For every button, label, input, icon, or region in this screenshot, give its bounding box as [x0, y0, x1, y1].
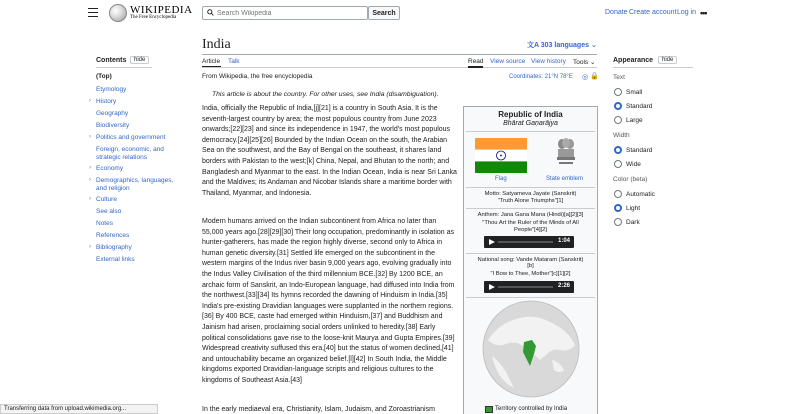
play-icon[interactable] [489, 239, 495, 245]
radio-label[interactable]: Large [626, 117, 643, 124]
paragraph-3: In the early mediaeval era, Christianity, Islam, Judaism, and Zoroastrianism [202, 406, 435, 413]
appearance-title: Appearance [613, 57, 654, 64]
anthem-translation: "Thou Art the Ruler of the Minds of All People"[4][2] [482, 220, 579, 233]
radio-text-standard[interactable] [614, 102, 622, 110]
state-emblem-image[interactable] [555, 136, 577, 172]
create-account-link[interactable]: Create account [629, 9, 677, 16]
flag-caption[interactable]: Flag [495, 176, 507, 182]
browser-status-bar: Transferring data from upload.wikimedia.org... [0, 404, 158, 414]
chevron-right-icon[interactable]: › [89, 196, 91, 202]
radio-label[interactable]: Standard [626, 103, 653, 110]
radio-label[interactable]: Dark [626, 219, 640, 226]
radio-width-wide[interactable] [614, 160, 622, 168]
tab-article[interactable]: Article [202, 58, 221, 65]
radio-width-standard[interactable] [614, 146, 622, 154]
toc-item-bibliography[interactable]: Bibliography [96, 244, 132, 251]
toc-item-etymology[interactable]: Etymology [96, 86, 127, 93]
title-divider [202, 54, 597, 55]
infobox-divider [466, 297, 595, 298]
search-input[interactable] [217, 7, 365, 19]
flag-of-india-image[interactable] [475, 138, 527, 173]
toc-item-politics[interactable]: Politics and government [96, 134, 166, 141]
toc-item-top[interactable]: (Top) [96, 73, 112, 80]
infobox-divider [466, 131, 595, 132]
audio-progress-bar[interactable] [498, 241, 553, 243]
radio-color-automatic[interactable] [614, 190, 622, 198]
radio-label[interactable]: Automatic [626, 191, 655, 198]
toc-item-notes[interactable]: Notes [96, 220, 113, 227]
text-size-label: Text [613, 74, 625, 81]
tab-read[interactable]: Read [468, 58, 484, 65]
chevron-right-icon[interactable]: › [89, 134, 91, 140]
toc-item-history[interactable]: History [96, 98, 117, 105]
tab-view-history[interactable]: View history [531, 58, 566, 65]
chevron-right-icon[interactable]: › [89, 244, 91, 250]
radio-color-dark[interactable] [614, 218, 622, 226]
page-title: India [202, 37, 231, 52]
anthem: Anthem: Jana Gana Mana (Hindi)[a][2][3] [477, 212, 584, 218]
chevron-right-icon[interactable]: › [89, 98, 91, 104]
audio-duration: 2:26 [557, 283, 570, 289]
toc-item-foreign-relations[interactable]: Foreign, economic, and strategic relations [96, 146, 164, 161]
toc-item-biodiversity[interactable]: Biodiversity [96, 122, 130, 129]
toc-divider [96, 67, 152, 68]
motto-translation: "Truth Alone Triumphs"[1] [497, 198, 564, 204]
toc-item-economy[interactable]: Economy [96, 165, 124, 172]
audio-progress-bar[interactable] [498, 286, 553, 288]
tools-label: Tools [573, 59, 589, 66]
login-link[interactable]: Log in [677, 9, 697, 16]
tools-menu[interactable]: Tools ⌄ [573, 59, 596, 66]
width-label: Width [613, 132, 630, 139]
legend-label: Territory controlled by India [495, 406, 568, 412]
logo-tagline: The Free Encyclopedia [130, 15, 177, 20]
paragraph-2: Modern humans arrived on the Indian subcontinent from Africa no later than 55,000 years ago.[28][29][30] Their long occupation, predominantly in isolation as hunter-gatherers, has made the region highly diverse, second only to Africa in human genetic diversity.[31] Settled life emerged on the subcontinent in the western margins of the Indus river basin 9,000 years ago, evolving gradually into the Indus Valley Civilisation of the third millennium BCE.[32] By 1200 BCE, an archaic form of Sanskrit, an Indo-European language, had diffused into India from the northwest.[33][34] Its hymns recorded the dawning of Hinduism in India.[35] India's pre-existing Dravidian languages were supplanted in the northern regions.[36] By 400 BCE, caste had emerged within Hinduism,[37] and Buddhism and Jainism had arisen, proclaiming social orders unlinked to heredity.[38] Early political consolidations gave rise to the loose-knit Maurya and Gupta Empires.[39] Widespread creativity suffused this era,[40] but the status of women declined,[41] and untouchability became an organized belief.[l][42] In South India, the Middle kingdoms exported Dravidian-language scripts and religious cultures to the kingdoms of Southeast Asia.[43] [202, 218, 455, 384]
toc-item-culture[interactable]: Culture [96, 196, 117, 203]
active-view-indicator [468, 66, 483, 68]
lock-icon[interactable]: 🔒 [590, 73, 599, 80]
chevron-right-icon[interactable]: › [89, 165, 91, 171]
paragraph-1: India, officially the Republic of India,[j][21] is a country in South Asia. It is the seventh-largest country by area; the most populous country from June 2023 onwards;[22][23] and since its independence in 1947, the world's most populous democracy.[24][25][26] Bounded by the Indian Ocean on the south, the Arabian Sea on the southwest, and the Bay of Bengal on the southeast, it shares land borders with Pakistan to the west;[k] China, Nepal, and Bhutan to the north; and Bangladesh and Myanmar to the east. In the Indian Ocean, India is near Sri Lanka and the Maldives; its Andaman and Nicobar Islands share a maritime border with Thailand, Myanmar, and Indonesia. [202, 105, 457, 197]
site-subtitle: From Wikipedia, the free encyclopedia [202, 73, 313, 80]
logo-wordmark[interactable]: WIKIPEDIA [130, 4, 193, 16]
wikipedia-logo[interactable] [109, 4, 127, 22]
song-audio-player[interactable] [484, 281, 574, 293]
play-icon[interactable] [489, 284, 495, 290]
toc-item-external-links[interactable]: External links [96, 256, 135, 263]
legend-swatch [485, 406, 493, 413]
hatnote: This article is about the country. For other uses, see India (disambiguation). [212, 91, 439, 98]
radio-label[interactable]: Wide [626, 161, 641, 168]
infobox-subtitle: Bhārat Gaṇarājya [503, 120, 558, 127]
toc-item-references[interactable]: References [96, 232, 130, 239]
color-label: Color (beta) [613, 176, 648, 183]
toc-item-demographics[interactable]: Demographics, languages, and religion [96, 177, 174, 192]
national-song: National song: Vande Mataram (Sanskrit) [477, 257, 584, 263]
toc-title: Contents [96, 57, 127, 64]
language-count: 303 languages [540, 42, 589, 49]
infobox-divider [466, 187, 595, 188]
tabs-divider [202, 67, 597, 68]
infobox-divider [466, 208, 595, 209]
infobox-divider [466, 253, 595, 254]
appearance-divider [613, 67, 693, 68]
radio-label[interactable]: Light [626, 205, 641, 212]
toc-item-geography[interactable]: Geography [96, 110, 129, 117]
infobox-title: Republic of India [498, 110, 563, 119]
toc-item-see-also[interactable]: See also [96, 208, 122, 215]
radio-text-large[interactable] [614, 116, 622, 124]
tab-view-source[interactable]: View source [490, 58, 526, 65]
radio-label[interactable]: Small [626, 89, 643, 96]
donate-link[interactable]: Donate [605, 9, 628, 16]
chevron-right-icon[interactable]: › [89, 177, 91, 183]
globe-icon[interactable]: ◎ [582, 74, 589, 81]
motto: Motto: Satyameva Jayate (Sanskrit) [484, 191, 577, 197]
location-map-image[interactable] [480, 300, 582, 398]
emblem-caption[interactable]: State emblem [546, 176, 584, 182]
appearance-hide-button[interactable]: hide [658, 56, 677, 64]
main-menu-button[interactable] [88, 8, 98, 17]
radio-label[interactable]: Standard [626, 147, 653, 154]
tab-talk[interactable]: Talk [228, 58, 240, 65]
more-options-icon[interactable]: ••• [700, 8, 707, 18]
language-button[interactable]: 文A 303 languages ⌄ [527, 42, 597, 49]
national-song-note: [b] [527, 263, 534, 269]
radio-color-light[interactable] [614, 204, 622, 212]
search-button[interactable]: Search [368, 6, 400, 20]
translate-icon: 文A [527, 42, 541, 49]
audio-duration: 1:04 [557, 238, 570, 244]
radio-text-small[interactable] [614, 88, 622, 96]
toc-hide-button[interactable]: hide [130, 56, 149, 64]
search-icon [207, 9, 214, 16]
national-song-translation: "I Bow to Thee, Mother"[c][1][2] [490, 271, 571, 277]
anthem-audio-player[interactable] [484, 236, 574, 248]
coordinates[interactable]: Coordinates: 21°N 78°E [509, 74, 573, 80]
